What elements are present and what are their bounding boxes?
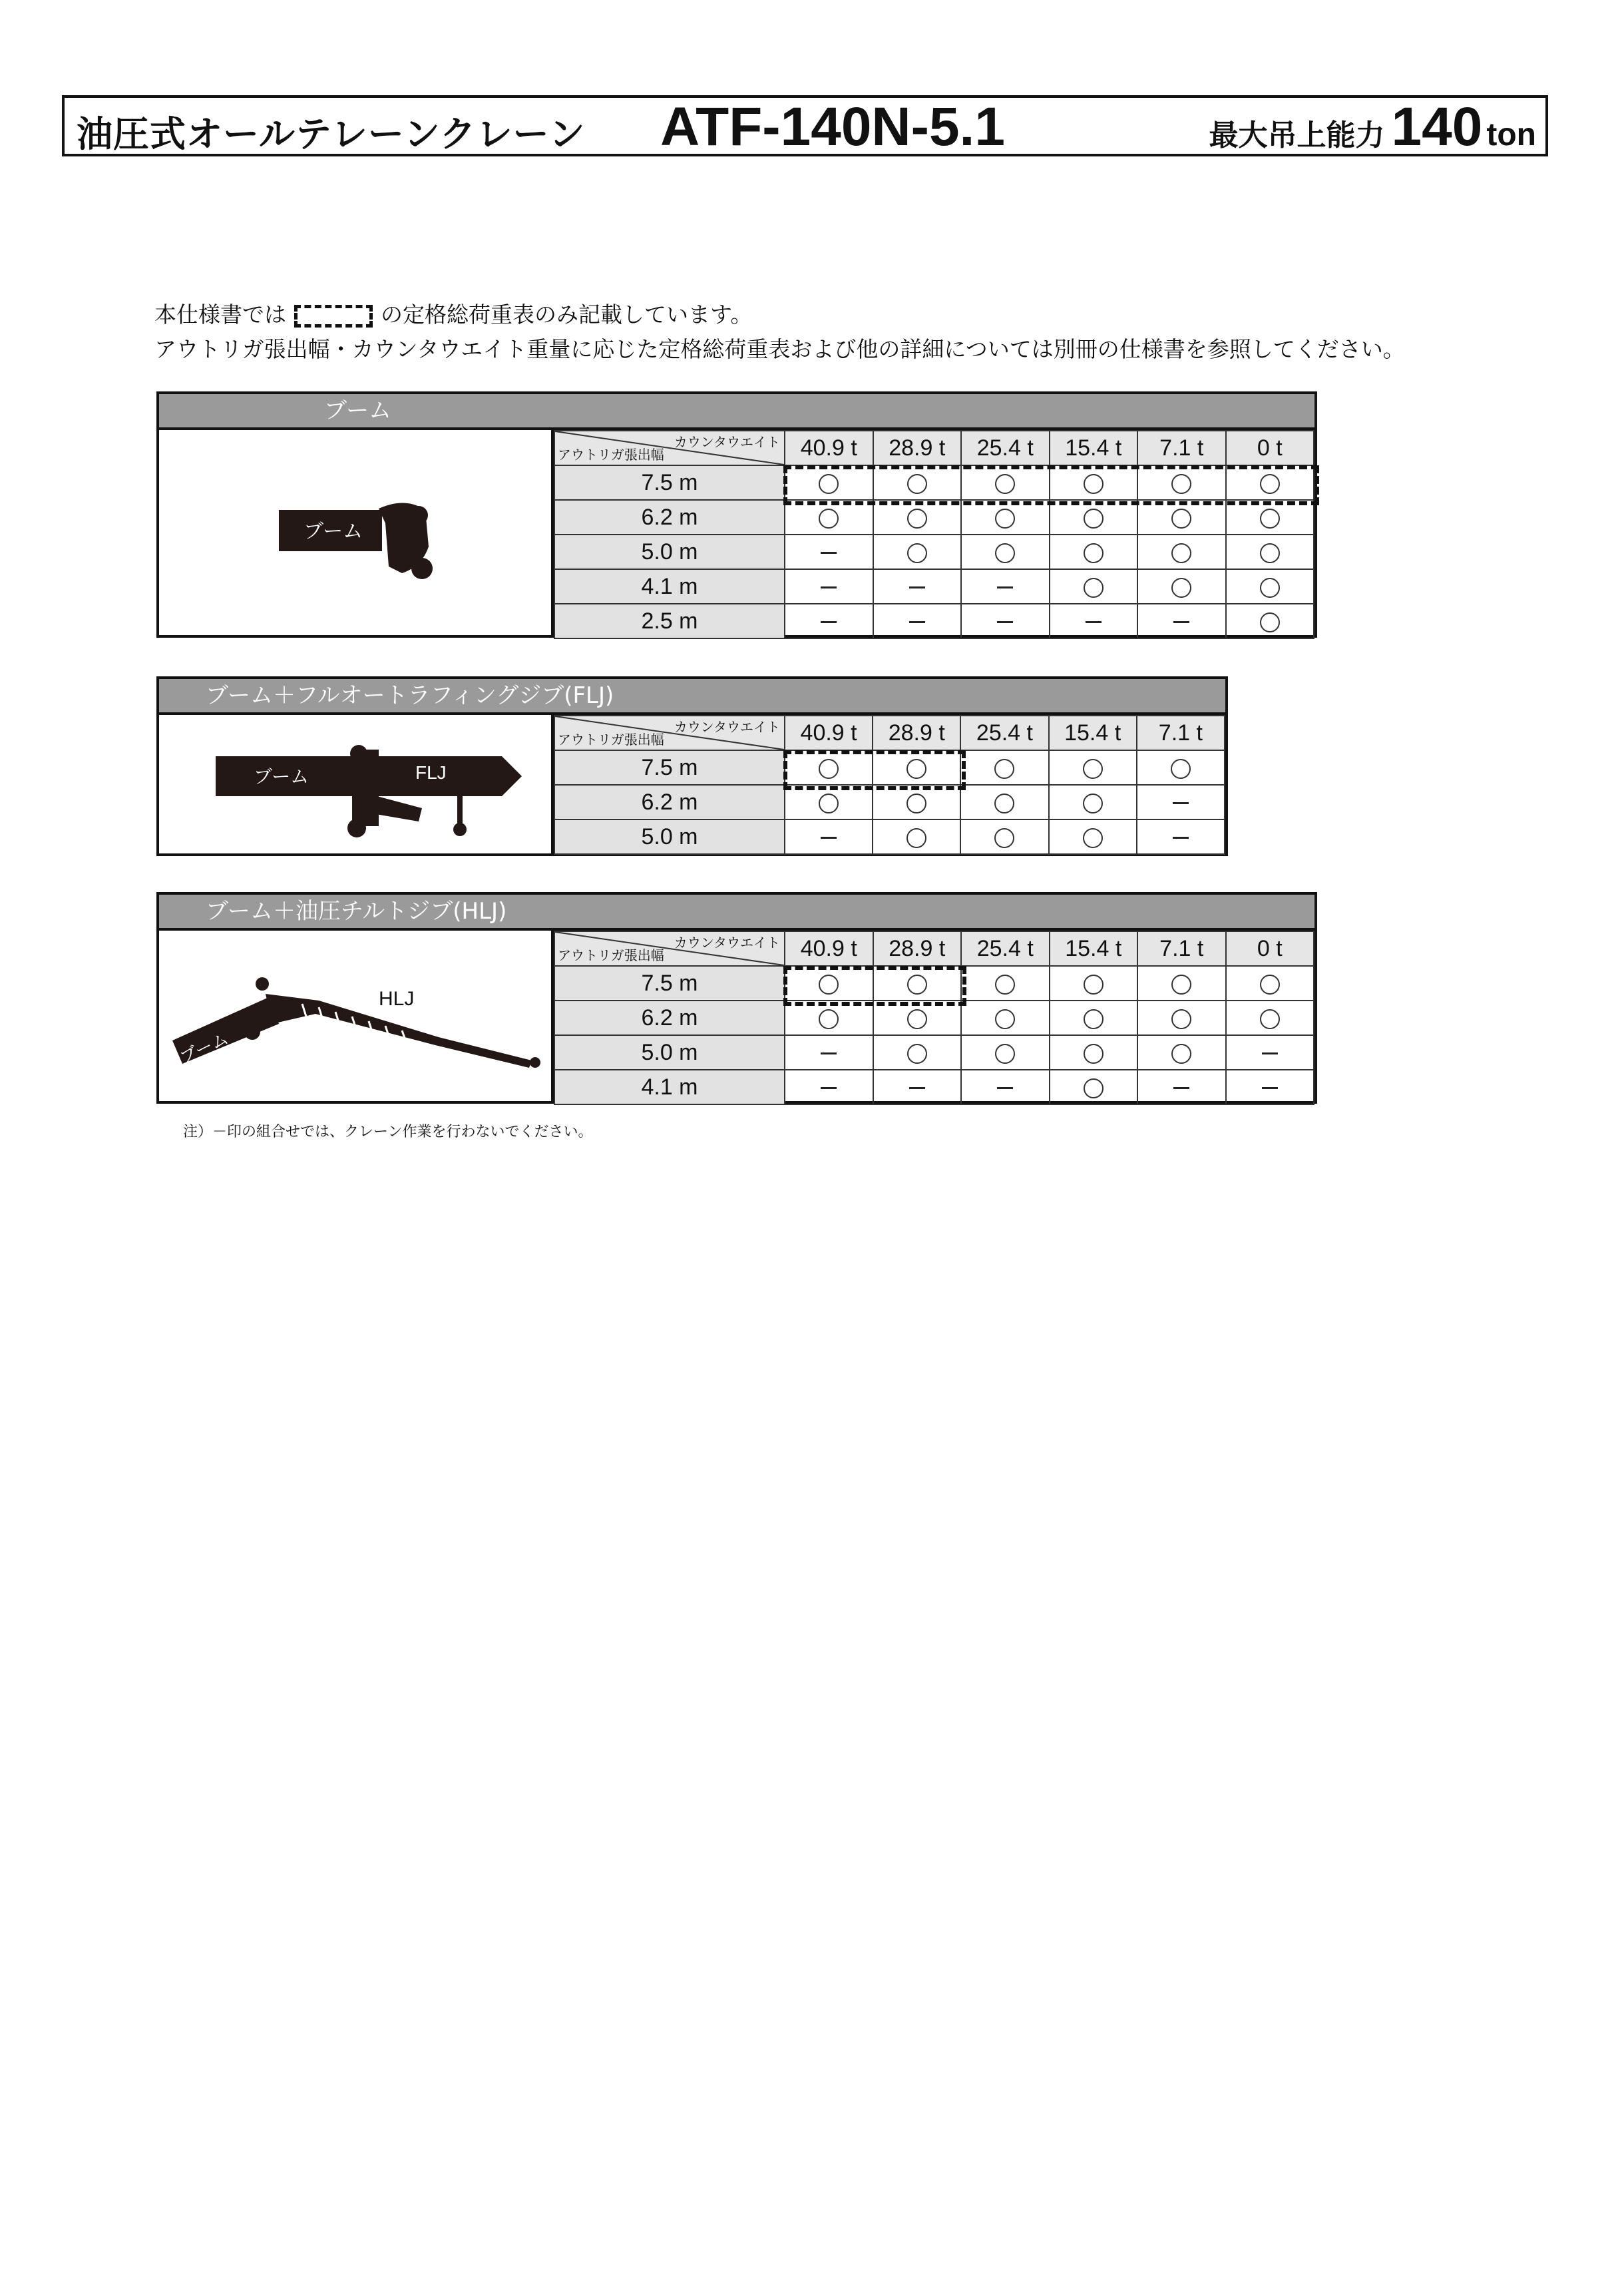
available-cell: [1050, 1070, 1138, 1104]
available-cell: [873, 500, 962, 535]
available-cell: [873, 535, 962, 569]
circle-mark-icon: [995, 975, 1015, 995]
available-cell: [873, 819, 960, 854]
dash-mark-icon: [1086, 621, 1102, 623]
load-table-hlj: [554, 931, 1314, 1101]
table-row: [554, 500, 1314, 535]
available-cell: [785, 465, 873, 500]
outrigger-width-label: 7.5 m: [554, 750, 785, 785]
corner-bottom-label: アウトリガ張出幅: [558, 947, 664, 963]
circle-mark-icon: [907, 543, 927, 563]
available-cell: [785, 966, 873, 1001]
circle-mark-icon: [1084, 509, 1104, 529]
circle-mark-icon: [907, 759, 926, 779]
table-row: [554, 535, 1314, 569]
available-cell: [873, 966, 962, 1001]
available-cell: [1226, 604, 1314, 638]
intro-line-1: [154, 298, 1405, 332]
circle-mark-icon: [819, 474, 839, 494]
section-title: [159, 394, 1314, 430]
circle-mark-icon: [907, 509, 927, 529]
circle-mark-icon: [819, 759, 839, 779]
hlj-boom-label: ブーム: [176, 1029, 232, 1068]
circle-mark-icon: [994, 794, 1014, 813]
section-title-text: ブーム: [324, 397, 391, 424]
not-available-cell: [785, 535, 873, 569]
section-boom-hlj: [156, 892, 1317, 1104]
flj-label: FLJ: [415, 762, 447, 783]
corner-bottom-label: アウトリガ張出幅: [558, 447, 664, 463]
circle-mark-icon: [1260, 474, 1280, 494]
circle-mark-icon: [1083, 828, 1103, 848]
header-model: ATF-140N-5.1: [660, 97, 1005, 157]
table-row: [554, 1035, 1314, 1070]
circle-mark-icon: [1171, 975, 1191, 995]
counterweight-column-header: 7.1 t: [1137, 716, 1225, 750]
corner-bottom-label: アウトリガ張出幅: [558, 732, 664, 748]
boom-image-label: ブーム: [303, 520, 363, 543]
circle-mark-icon: [1084, 975, 1104, 995]
available-cell: [1137, 1035, 1226, 1070]
outrigger-width-label: 5.0 m: [554, 819, 785, 854]
available-cell: [873, 465, 962, 500]
outrigger-width-label: 4.1 m: [554, 1070, 785, 1104]
hlj-silhouette-icon: [159, 931, 551, 1104]
circle-mark-icon: [1171, 1044, 1191, 1064]
circle-mark-icon: [1260, 975, 1280, 995]
outrigger-width-label: 7.5 m: [554, 465, 785, 500]
section-boom: [156, 391, 1317, 638]
circle-mark-icon: [1171, 509, 1191, 529]
available-cell: [785, 750, 873, 785]
flj-boom-label: ブーム: [254, 766, 309, 788]
circle-mark-icon: [994, 759, 1014, 779]
dashed-box-legend: [294, 305, 373, 328]
available-cell: [1050, 1001, 1138, 1035]
available-cell: [960, 785, 1048, 819]
available-cell: [1050, 966, 1138, 1001]
not-available-cell: [785, 1035, 873, 1070]
available-cell: [1226, 500, 1314, 535]
circle-mark-icon: [819, 1009, 839, 1029]
not-available-cell: [785, 819, 873, 854]
available-cell: [960, 750, 1048, 785]
capacity-unit: ton: [1486, 117, 1536, 152]
dash-mark-icon: [997, 621, 1013, 623]
available-cell: [961, 966, 1050, 1001]
capacity-label: 最大吊上能力: [1209, 118, 1385, 152]
available-cell: [1137, 465, 1226, 500]
dash-mark-icon: [1173, 621, 1189, 623]
dash-mark-icon: [1262, 1087, 1278, 1089]
not-available-cell: [961, 604, 1050, 638]
available-cell: [785, 1001, 873, 1035]
counterweight-column-header: 15.4 t: [1050, 431, 1138, 465]
counterweight-column-header: 15.4 t: [1049, 716, 1137, 750]
available-cell: [873, 1035, 962, 1070]
dash-mark-icon: [997, 1087, 1013, 1089]
dash-mark-icon: [821, 586, 837, 588]
dash-mark-icon: [1173, 802, 1189, 804]
intro-line1-after: の定格総荷重表のみ記載しています。: [381, 302, 753, 328]
circle-mark-icon: [819, 794, 839, 813]
circle-mark-icon: [995, 1009, 1015, 1029]
load-table-flj: [554, 715, 1225, 853]
capacity-value: 140: [1391, 97, 1483, 157]
boom-silhouette-icon: [159, 430, 551, 638]
available-cell: [785, 785, 873, 819]
section-title: [159, 895, 1314, 931]
available-cell: [1050, 1035, 1138, 1070]
section-title-text: ブーム＋油圧チルトジブ(HLJ): [206, 898, 507, 925]
available-cell: [1226, 966, 1314, 1001]
not-available-cell: [1137, 604, 1226, 638]
counterweight-column-header: 25.4 t: [961, 931, 1050, 966]
circle-mark-icon: [1084, 1009, 1104, 1029]
table-corner-header: [554, 931, 785, 966]
circle-mark-icon: [1084, 474, 1104, 494]
circle-mark-icon: [907, 1044, 927, 1064]
circle-mark-icon: [995, 509, 1015, 529]
outrigger-width-label: 2.5 m: [554, 604, 785, 638]
circle-mark-icon: [907, 474, 927, 494]
counterweight-column-header: 0 t: [1226, 431, 1314, 465]
not-available-cell: [1226, 1035, 1314, 1070]
boom-illustration: [159, 430, 554, 635]
available-cell: [1226, 1001, 1314, 1035]
circle-mark-icon: [1084, 578, 1104, 598]
available-cell: [1049, 819, 1137, 854]
counterweight-column-header: 40.9 t: [785, 431, 873, 465]
not-available-cell: [1226, 1070, 1314, 1104]
not-available-cell: [873, 604, 962, 638]
table-row: [554, 785, 1225, 819]
outrigger-width-label: 7.5 m: [554, 966, 785, 1001]
dash-mark-icon: [909, 586, 925, 588]
circle-mark-icon: [1084, 1044, 1104, 1064]
hlj-label: HLJ: [379, 988, 415, 1010]
counterweight-column-header: 40.9 t: [785, 716, 873, 750]
available-cell: [1226, 465, 1314, 500]
hlj-illustration: [159, 931, 554, 1101]
dash-mark-icon: [821, 552, 837, 554]
not-available-cell: [961, 569, 1050, 604]
counterweight-column-header: 25.4 t: [961, 431, 1050, 465]
counterweight-column-header: 25.4 t: [960, 716, 1048, 750]
circle-mark-icon: [1171, 474, 1191, 494]
counterweight-column-header: 28.9 t: [873, 431, 962, 465]
page-header: [62, 95, 1548, 156]
available-cell: [1050, 465, 1138, 500]
circle-mark-icon: [1083, 794, 1103, 813]
circle-mark-icon: [1260, 612, 1280, 632]
available-cell: [1050, 535, 1138, 569]
section-title: [159, 679, 1225, 715]
not-available-cell: [873, 569, 962, 604]
available-cell: [1137, 569, 1226, 604]
available-cell: [785, 500, 873, 535]
counterweight-column-header: 40.9 t: [785, 931, 873, 966]
circle-mark-icon: [1260, 578, 1280, 598]
not-available-cell: [873, 1070, 962, 1104]
not-available-cell: [785, 604, 873, 638]
outrigger-width-label: 6.2 m: [554, 785, 785, 819]
circle-mark-icon: [1084, 543, 1104, 563]
circle-mark-icon: [1171, 759, 1191, 779]
not-available-cell: [1137, 819, 1225, 854]
dash-mark-icon: [1262, 1052, 1278, 1054]
counterweight-column-header: 7.1 t: [1137, 431, 1226, 465]
dash-mark-icon: [997, 586, 1013, 588]
available-cell: [873, 750, 960, 785]
circle-mark-icon: [819, 509, 839, 529]
dash-mark-icon: [909, 621, 925, 623]
dash-mark-icon: [821, 1052, 837, 1054]
circle-mark-icon: [994, 828, 1014, 848]
circle-mark-icon: [1171, 578, 1191, 598]
counterweight-column-header: 28.9 t: [873, 716, 960, 750]
counterweight-column-header: 0 t: [1226, 931, 1314, 966]
circle-mark-icon: [907, 828, 926, 848]
not-available-cell: [1137, 1070, 1226, 1104]
available-cell: [1226, 535, 1314, 569]
outrigger-width-label: 6.2 m: [554, 1001, 785, 1035]
circle-mark-icon: [995, 543, 1015, 563]
available-cell: [961, 465, 1050, 500]
flj-silhouette-icon: [159, 715, 551, 856]
dash-mark-icon: [909, 1087, 925, 1089]
circle-mark-icon: [995, 474, 1015, 494]
load-table-boom: [554, 430, 1314, 635]
table-row: [554, 966, 1314, 1001]
available-cell: [873, 1001, 962, 1035]
intro-text: [154, 298, 1405, 367]
available-cell: [1050, 569, 1138, 604]
circle-mark-icon: [907, 1009, 927, 1029]
corner-top-label: カウンタウエイト: [674, 434, 780, 450]
corner-top-label: カウンタウエイト: [674, 935, 780, 951]
table-row: [554, 569, 1314, 604]
table-row: [554, 750, 1225, 785]
intro-line-2: アウトリガ張出幅・カウンタウエイト重量に応じた定格総荷重表および他の詳細については別冊の仕様書を参照してください。: [154, 336, 1405, 362]
table-row: [554, 465, 1314, 500]
dash-mark-icon: [1173, 1087, 1189, 1089]
dash-mark-icon: [821, 621, 837, 623]
counterweight-column-header: 28.9 t: [873, 931, 962, 966]
table-row: [554, 1070, 1314, 1104]
section-title-text: ブーム＋フルオートラフィングジブ(FLJ): [206, 682, 614, 709]
counterweight-column-header: 7.1 t: [1137, 931, 1226, 966]
table-corner-header: [554, 716, 785, 750]
available-cell: [1137, 535, 1226, 569]
dash-mark-icon: [821, 837, 837, 839]
table-row: [554, 819, 1225, 854]
outrigger-width-label: 5.0 m: [554, 1035, 785, 1070]
circle-mark-icon: [819, 975, 839, 995]
available-cell: [1137, 500, 1226, 535]
available-cell: [961, 535, 1050, 569]
available-cell: [961, 500, 1050, 535]
not-available-cell: [1137, 785, 1225, 819]
available-cell: [961, 1001, 1050, 1035]
circle-mark-icon: [1083, 759, 1103, 779]
available-cell: [1049, 750, 1137, 785]
footnote: 注）－印の組合せでは、クレーン作業を行わないでください。: [183, 1124, 593, 1140]
intro-line1-before: 本仕様書では: [154, 302, 286, 328]
not-available-cell: [785, 1070, 873, 1104]
flj-illustration: [159, 715, 554, 853]
available-cell: [1050, 500, 1138, 535]
not-available-cell: [961, 1070, 1050, 1104]
not-available-cell: [1050, 604, 1138, 638]
corner-top-label: カウンタウエイト: [674, 719, 780, 735]
section-boom-flj: [156, 676, 1228, 856]
outrigger-width-label: 4.1 m: [554, 569, 785, 604]
available-cell: [1226, 569, 1314, 604]
table-row: [554, 1001, 1314, 1035]
outrigger-width-label: 6.2 m: [554, 500, 785, 535]
available-cell: [1137, 966, 1226, 1001]
circle-mark-icon: [1260, 543, 1280, 563]
outrigger-width-label: 5.0 m: [554, 535, 785, 569]
dash-mark-icon: [821, 1087, 837, 1089]
circle-mark-icon: [1260, 509, 1280, 529]
circle-mark-icon: [995, 1044, 1015, 1064]
circle-mark-icon: [1084, 1078, 1104, 1098]
circle-mark-icon: [1171, 1009, 1191, 1029]
available-cell: [873, 785, 960, 819]
available-cell: [961, 1035, 1050, 1070]
available-cell: [1049, 785, 1137, 819]
circle-mark-icon: [1171, 543, 1191, 563]
circle-mark-icon: [907, 794, 926, 813]
counterweight-column-header: 15.4 t: [1050, 931, 1138, 966]
table-row: [554, 604, 1314, 638]
available-cell: [1137, 750, 1225, 785]
dash-mark-icon: [1173, 837, 1189, 839]
circle-mark-icon: [1260, 1009, 1280, 1029]
circle-mark-icon: [907, 975, 927, 995]
table-corner-header: [554, 431, 785, 465]
header-jp-title: 油圧式オールテレーンクレーン: [77, 113, 586, 155]
header-capacity: [1209, 98, 1536, 171]
available-cell: [960, 819, 1048, 854]
not-available-cell: [785, 569, 873, 604]
available-cell: [1137, 1001, 1226, 1035]
